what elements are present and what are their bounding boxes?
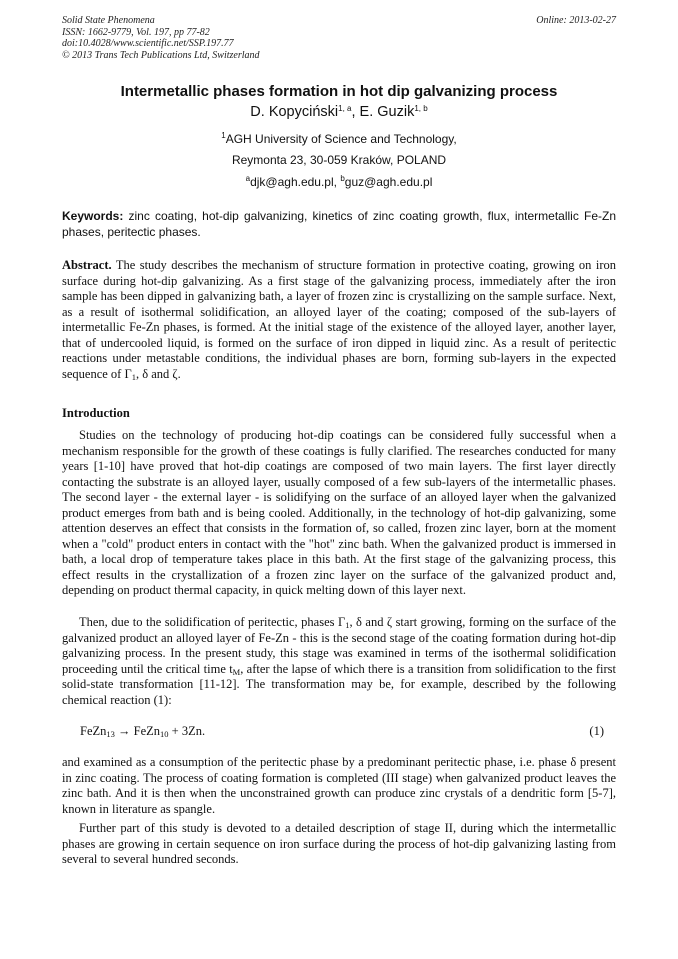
abstract-label: Abstract. [62, 258, 112, 272]
keywords-label: Keywords: [62, 209, 124, 223]
equation-reactant: FeZn [80, 724, 107, 738]
affiliation-address: Reymonta 23, 30-059 Kraków, POLAND [231, 153, 447, 167]
equation-remainder: + 3Zn. [168, 724, 206, 738]
abstract-text: The study describes the mechanism of structure formation in protective coating, growing on iron surface during hot-dip galvanizing. As a first stage of the galvanizing process, immediately after the iron sample has been dipped in galvanizing bath, a layer of frozen zinc is crystallizing on the sample surface. Next, as a result of isothermal solidification, an alloyed layer of the coating; composed of the sub-layers of intermetallic Fe-Zn phases, is formed. At the initial stage of the existence of the alloyed layer, another layer, that of undercooled liquid, is formed on the surface of iron dipped in liquid zinc. As a result of peritectic reactions under metastable conditions, the individual phases are born, forming sub-layers in the expected sequence of Γ [62, 258, 616, 381]
equation-subscript-2: 10 [160, 729, 169, 739]
equation-number: (1) [589, 724, 604, 738]
authors-line [62, 104, 616, 120]
author-1-affiliation-mark: 1, a [338, 104, 352, 113]
equation-subscript-1: 13 [106, 729, 115, 739]
author-2: E. Guzik [359, 104, 415, 120]
paragraph-after-equation: and examined as a consumption of the peritectic phase by a predominant peritectic phase, i.e. phase δ present in zinc coating. The process of coating formation is completed (III stage) when galvanized product leaves the zinc bath. And it is then when the unconstrained growth can produce zinc crystals of a dendritic form [5-7], known in literature as spangle. [62, 755, 616, 816]
time-subscript: M [232, 666, 241, 677]
journal-header [62, 15, 260, 61]
paper-title: Intermetallic phases formation in hot dip galvanizing process [120, 83, 558, 100]
affiliation-line-1 [62, 132, 616, 146]
email-b[interactable]: guz@agh.edu.pl [344, 175, 433, 189]
affiliation-mark: 1 [221, 131, 226, 140]
emails-line [62, 175, 616, 189]
doi-line: doi:10.4028/www.scientific.net/SSP.197.77 [62, 38, 234, 49]
intro-paragraph-2 [62, 615, 616, 708]
online-date: Online: 2013-02-27 [536, 15, 616, 26]
section-heading-introduction: Introduction [62, 406, 130, 420]
abstract-gamma-subscript: 1 [131, 371, 136, 382]
chemical-equation [80, 724, 604, 739]
abstract [62, 258, 616, 382]
issn-line: ISSN: 1662-9779, Vol. 197, pp 77-82 [62, 26, 210, 38]
intro-p2-part-a: Then, due to the solidification of peritectic, phases Γ [79, 615, 346, 629]
paragraph-further: Further part of this study is devoted to a detailed description of stage II, during which the intermetallic phases are growing in certain sequence on iron surface during the process of hot-dip galvanizing lasting from several to several hundred seconds. [62, 821, 616, 866]
abstract-end: , δ and ζ. [135, 366, 181, 381]
intro-p2-part-b: , δ and ζ start growing, forming on the surface of the galvanized product an alloyed layer of Fe-Zn - this is the second stage of the coating formation during hot-dip galvanizing process. In the present study, this stage was examined in terms of the isothermal solidification proceeding until the critical time t [62, 615, 616, 676]
intro-paragraph-1: Studies on the technology of producing hot-dip coatings can be considered fully successful when a mechanism responsible for the growth of these coatings is fully clarified. The researches conducted for many years [1-10] have proved that hot-dip coatings are composed of two main layers. The first layer directly contacting the substrate is an alloyed layer, usually composed of a few sub-layers of the intermetallic phases. The second layer - the external layer - is solidifying on the surface of an alloyed layer when the galvanized product emerges from bath and is being cooled. Additionally, in the technology of hot-dip galvanizing, some attention deserves an effect that consists in the formation of, so called, frozen zinc layer, born at the moment when a "cold" product enters in contact with the "hot" zinc bath. When the galvanized product is immersed in bath, a local drop of temperature takes place in this bath. At the first stage of the galvanizing process, this effect results in the crystallization of a frozen zinc layer on the surface of the galvanized product and, depending on product thermal capacity, in quick melting down of this layer next. [62, 428, 616, 597]
keywords [62, 209, 616, 240]
email-a[interactable]: djk@agh.edu.pl, [250, 175, 341, 189]
author-2-affiliation-mark: 1, b [414, 104, 428, 113]
author-separator: , [351, 104, 360, 120]
equation-arrow-product: → FeZn [114, 724, 161, 738]
journal-name: Solid State Phenomena [62, 15, 155, 26]
email-b-mark: b [340, 174, 345, 183]
affiliation-institution: AGH University of Science and Technology, [225, 132, 457, 146]
intro-p2-part-c: , after the lapse of which there is a transition from solidification to the first solid-state transformation [11-12]. The transformation may be, for example, described by the following chemical reaction (1): [62, 661, 616, 707]
author-1: D. Kopyciński [250, 104, 339, 120]
gamma-subscript: 1 [345, 620, 350, 630]
keywords-text: zinc coating, hot-dip galvanizing, kinetics of zinc coating growth, flux, intermetallic Fe-Zn phases, peritectic phases. [62, 209, 616, 239]
copyright-line: © 2013 Trans Tech Publications Ltd, Switzerland [62, 49, 260, 61]
email-a-mark: a [245, 174, 251, 183]
